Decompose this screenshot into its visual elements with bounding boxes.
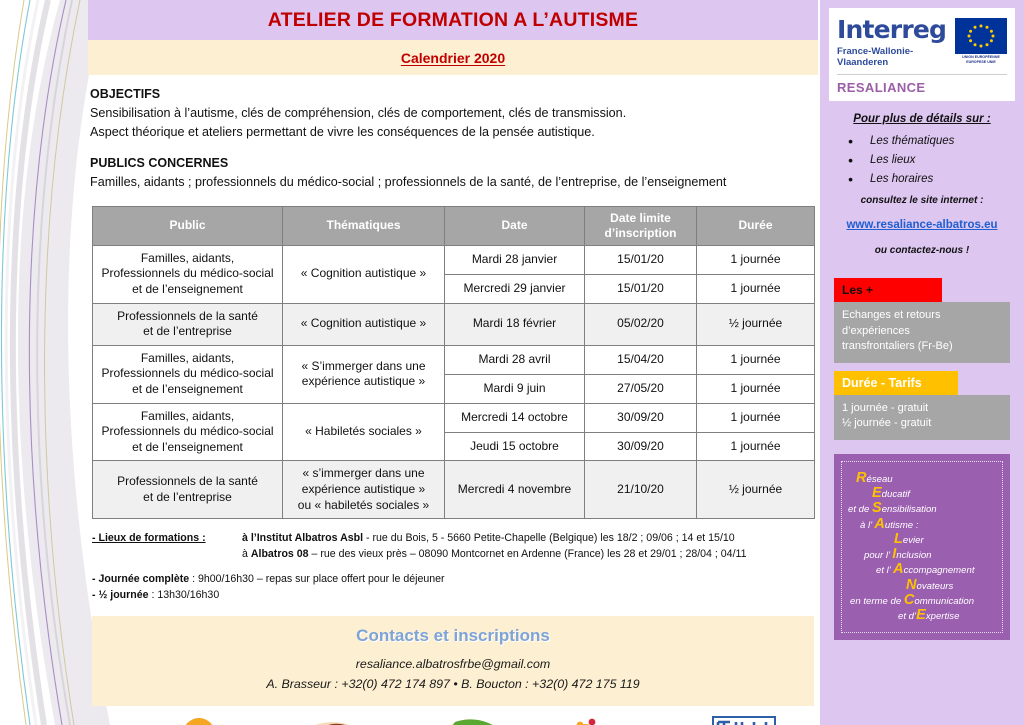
cell-date: Mercredi 14 octobre xyxy=(445,403,585,432)
acronym-line-r: Réseau xyxy=(856,470,893,487)
thematique-line-2: expérience autistique » xyxy=(301,374,426,389)
cell-public xyxy=(93,345,283,403)
public-line-1: Professionnels de la santé xyxy=(117,308,258,323)
acronym-line-s: et de Sensibilisation xyxy=(848,500,937,517)
public-line-1: Familles, aidants, xyxy=(140,250,235,265)
cell-date-limite: 15/04/20 xyxy=(585,345,697,374)
public-line-3: et de l’enseignement xyxy=(132,382,243,397)
page-title: ATELIER DE FORMATION A L’AUTISME xyxy=(267,8,639,31)
acronym-line-a2: et l’ Accompagnement xyxy=(876,561,975,578)
creai-logo xyxy=(437,717,529,725)
publics-heading: PUBLICS CONCERNES xyxy=(90,156,229,171)
cell-date: Jeudi 15 octobre xyxy=(445,432,585,461)
interreg-subtitle: France-Wallonie-Vlaanderen xyxy=(837,46,914,68)
note-lieux-prefix-2: à xyxy=(242,548,251,561)
cell-thematique: « Cognition autistique » xyxy=(283,245,445,303)
column-header-thematiques: Thématiques xyxy=(283,206,445,245)
table-header-row xyxy=(93,206,815,245)
cell-thematique: « Cognition autistique » xyxy=(283,303,445,345)
thematique-line-1: « S’immerger dans une xyxy=(301,358,426,373)
objectifs-heading: OBJECTIFS xyxy=(90,87,161,101)
public-line-1: Familles, aidants, xyxy=(140,408,235,423)
note-lieux-place-2: Albatros 08 xyxy=(250,548,309,561)
note-demi-label: - ½ journée xyxy=(92,588,149,601)
thematique-line-3: ou « habiletés sociales » xyxy=(297,497,430,512)
eu-caption-nl: EUROPESE UNIE xyxy=(966,60,996,64)
column-header-date-limite xyxy=(585,206,697,245)
table-row xyxy=(93,345,815,374)
resaliance-acronym-block xyxy=(834,454,1010,640)
note-demi-value: : 13h30/16h30 xyxy=(148,588,220,601)
cell-date: Mercredi 29 janvier xyxy=(445,274,585,303)
cra-logo-mark xyxy=(564,717,670,725)
acronym-line-i: pour l’ Inclusion xyxy=(864,546,932,563)
note-journee-label: - Journée complète xyxy=(92,572,190,585)
details-item-lieux: • Les lieux xyxy=(848,154,1010,166)
thematique-line-1: « s’immerger dans une xyxy=(302,466,425,481)
contacts-title: Contacts et inscriptions xyxy=(356,625,550,645)
cell-thematique: « Habiletés sociales » xyxy=(283,403,445,461)
cell-date-limite: 27/05/20 xyxy=(585,374,697,403)
public-line-2: Professionnels du médico-social xyxy=(101,266,274,281)
duree-tarifs-block xyxy=(834,371,1010,440)
cell-duree: ½ journée xyxy=(697,461,815,519)
note-lieux-addr-1: - rue du Bois, 5 - 5660 Petite-Chapelle (Belgique) les 18/2 ; 09/06 ; 14 et 15/10 xyxy=(363,532,735,545)
cell-date-limite: 21/10/20 xyxy=(585,461,697,519)
creai-logo-mark xyxy=(437,717,529,725)
public-line-3: et de l’enseignement xyxy=(132,439,243,454)
tarif-line-1: 1 journée - gratuit xyxy=(842,401,929,414)
cell-duree: 1 journée xyxy=(697,374,815,403)
note-lieux xyxy=(92,531,816,547)
poster-title-band xyxy=(88,0,818,40)
acronym-line-l: Levier xyxy=(894,530,924,547)
cell-date-limite: 30/09/20 xyxy=(585,432,697,461)
column-header-date-limite-l2: d’inscription xyxy=(604,225,677,240)
les-plus-block xyxy=(834,278,1010,363)
cell-duree: 1 journée xyxy=(697,432,815,461)
poster-subtitle-band xyxy=(88,40,818,75)
cell-duree: 1 journée xyxy=(697,403,815,432)
contact-us-text: ou contactez-nous ! xyxy=(874,245,970,256)
public-line-1: Familles, aidants, xyxy=(140,350,235,365)
cell-date-limite: 05/02/20 xyxy=(585,303,697,345)
cell-thematique xyxy=(283,345,445,403)
table-row xyxy=(93,303,815,345)
details-heading: Pour plus de détails sur : xyxy=(853,113,991,125)
tarif-line-2: ½ journée - gratuit xyxy=(842,417,932,430)
public-line-2: et de l’entreprise xyxy=(143,489,232,504)
interreg-wordmark: Interreg xyxy=(837,15,947,44)
cell-duree: 1 journée xyxy=(697,245,815,274)
cell-date: Mardi 28 janvier xyxy=(445,245,585,274)
objectifs-line-2: Aspect théorique et ateliers permettant de vivre les conséquences de la pensée autistique. xyxy=(90,124,595,139)
ccc-logo xyxy=(705,715,783,725)
cell-date: Mardi 28 avril xyxy=(445,345,585,374)
objectifs-line-1: Sensibilisation à l’autisme, clés de compréhension, clés de comportement, clés de transmission. xyxy=(90,106,627,120)
eu-caption-fr: UNION EUROPÉENNE xyxy=(962,55,1000,60)
main-content xyxy=(88,0,818,725)
acronym-line-e1: Educatif xyxy=(872,485,910,502)
publics-line-1: Familles, aidants ; professionnels du médico-social ; professionnels de la santé, de l’entreprise, de l’enseignement xyxy=(90,175,727,190)
cra-logo xyxy=(564,717,670,725)
public-line-2: et de l’entreprise xyxy=(143,324,232,339)
column-header-public: Public xyxy=(93,206,283,245)
albatros08-logo xyxy=(284,717,402,725)
cell-duree: ½ journée xyxy=(697,303,815,345)
contact-phones: A. Brasseur : +32(0) 472 174 897 • B. Boucton : +32(0) 472 175 119 xyxy=(266,676,640,691)
cell-date-limite: 15/01/20 xyxy=(585,274,697,303)
table-row xyxy=(93,461,815,519)
column-header-date: Date xyxy=(445,206,585,245)
cell-date: Mardi 18 février xyxy=(445,303,585,345)
acronym-line-c: en terme de Communication xyxy=(850,591,975,608)
duree-tarifs-tag: Durée - Tarifs xyxy=(834,371,958,395)
website-link[interactable]: www.resaliance-albatros.eu xyxy=(846,219,998,231)
albatros-logo xyxy=(123,717,249,725)
column-header-duree: Durée xyxy=(697,206,815,245)
partner-logos xyxy=(92,712,814,725)
contact-email[interactable]: resaliance.albatrosfrbe@gmail.com xyxy=(355,656,551,671)
public-line-3: et de l’enseignement xyxy=(132,282,243,297)
note-demi-journee xyxy=(92,588,816,604)
cell-date-limite: 30/09/20 xyxy=(585,403,697,432)
les-plus-line-1: Echanges et retours d’expériences xyxy=(842,309,941,337)
column-header-date-limite-l1: Date limite xyxy=(610,210,671,225)
cell-public xyxy=(93,461,283,519)
note-journee-value: : 9h00/16h30 – repas sur place offert pour le déjeuner xyxy=(189,572,445,585)
public-line-2: Professionnels du médico-social xyxy=(101,424,274,439)
cell-date: Mercredi 4 novembre xyxy=(445,461,585,519)
table-row xyxy=(93,245,815,274)
cell-public xyxy=(93,245,283,303)
public-line-2: Professionnels du médico-social xyxy=(101,366,274,381)
les-plus-line-2: transfrontaliers (Fr-Be) xyxy=(842,340,953,353)
consult-text: consultez le site internet : xyxy=(860,195,984,206)
cell-duree: 1 journée xyxy=(697,274,815,303)
contacts-band xyxy=(92,616,814,707)
note-lieux-label: - Lieux de formations : xyxy=(92,532,206,545)
duree-tarifs-body xyxy=(834,395,1010,440)
public-line-1: Professionnels de la santé xyxy=(117,474,258,489)
cell-date-limite: 15/01/20 xyxy=(585,245,697,274)
acronym-line-e2: et d’Expertise xyxy=(898,607,960,624)
details-block xyxy=(820,101,1024,256)
calendar-table xyxy=(92,206,815,519)
details-item-thematiques: • Les thématiques xyxy=(848,135,1010,147)
interreg-logo-block xyxy=(829,8,1015,101)
albatros-logo-mark xyxy=(123,717,249,725)
ccc-logo-mark xyxy=(705,715,783,725)
cell-public xyxy=(93,303,283,345)
les-plus-tag: Les + xyxy=(834,278,942,302)
right-sidebar xyxy=(820,0,1024,725)
acronym-line-a1: à l’ Autisme : xyxy=(860,515,919,532)
page-subtitle: Calendrier 2020 xyxy=(400,49,506,66)
cell-thematique xyxy=(283,461,445,519)
acronym-line-n: Novateurs xyxy=(906,576,954,593)
thematique-line-2: expérience autistique » xyxy=(301,482,426,496)
albatros08-logo-mark xyxy=(284,717,402,725)
cell-public xyxy=(93,403,283,461)
note-journee-complete xyxy=(92,572,816,588)
note-lieux-place-1: à l’Institut Albatros Asbl xyxy=(242,532,364,545)
note-lieux-addr-2: – rue des vieux près – 08090 Montcornet en Ardenne (France) les 28 et 29/01 ; 28/04 ; 04/11 xyxy=(308,548,747,561)
resaliance-acronym-inner xyxy=(841,461,1003,633)
notes-block xyxy=(92,531,816,604)
cell-date: Mardi 9 juin xyxy=(445,374,585,403)
les-plus-body xyxy=(834,302,1010,363)
programme-name: RESALIANCE xyxy=(837,74,1007,95)
table-row xyxy=(93,403,815,432)
eu-flag-icon xyxy=(955,18,1007,54)
details-item-horaires: • Les horaires xyxy=(848,173,1010,185)
details-list xyxy=(848,135,1010,185)
cell-duree: 1 journée xyxy=(697,345,815,374)
note-lieux-2 xyxy=(92,547,816,563)
